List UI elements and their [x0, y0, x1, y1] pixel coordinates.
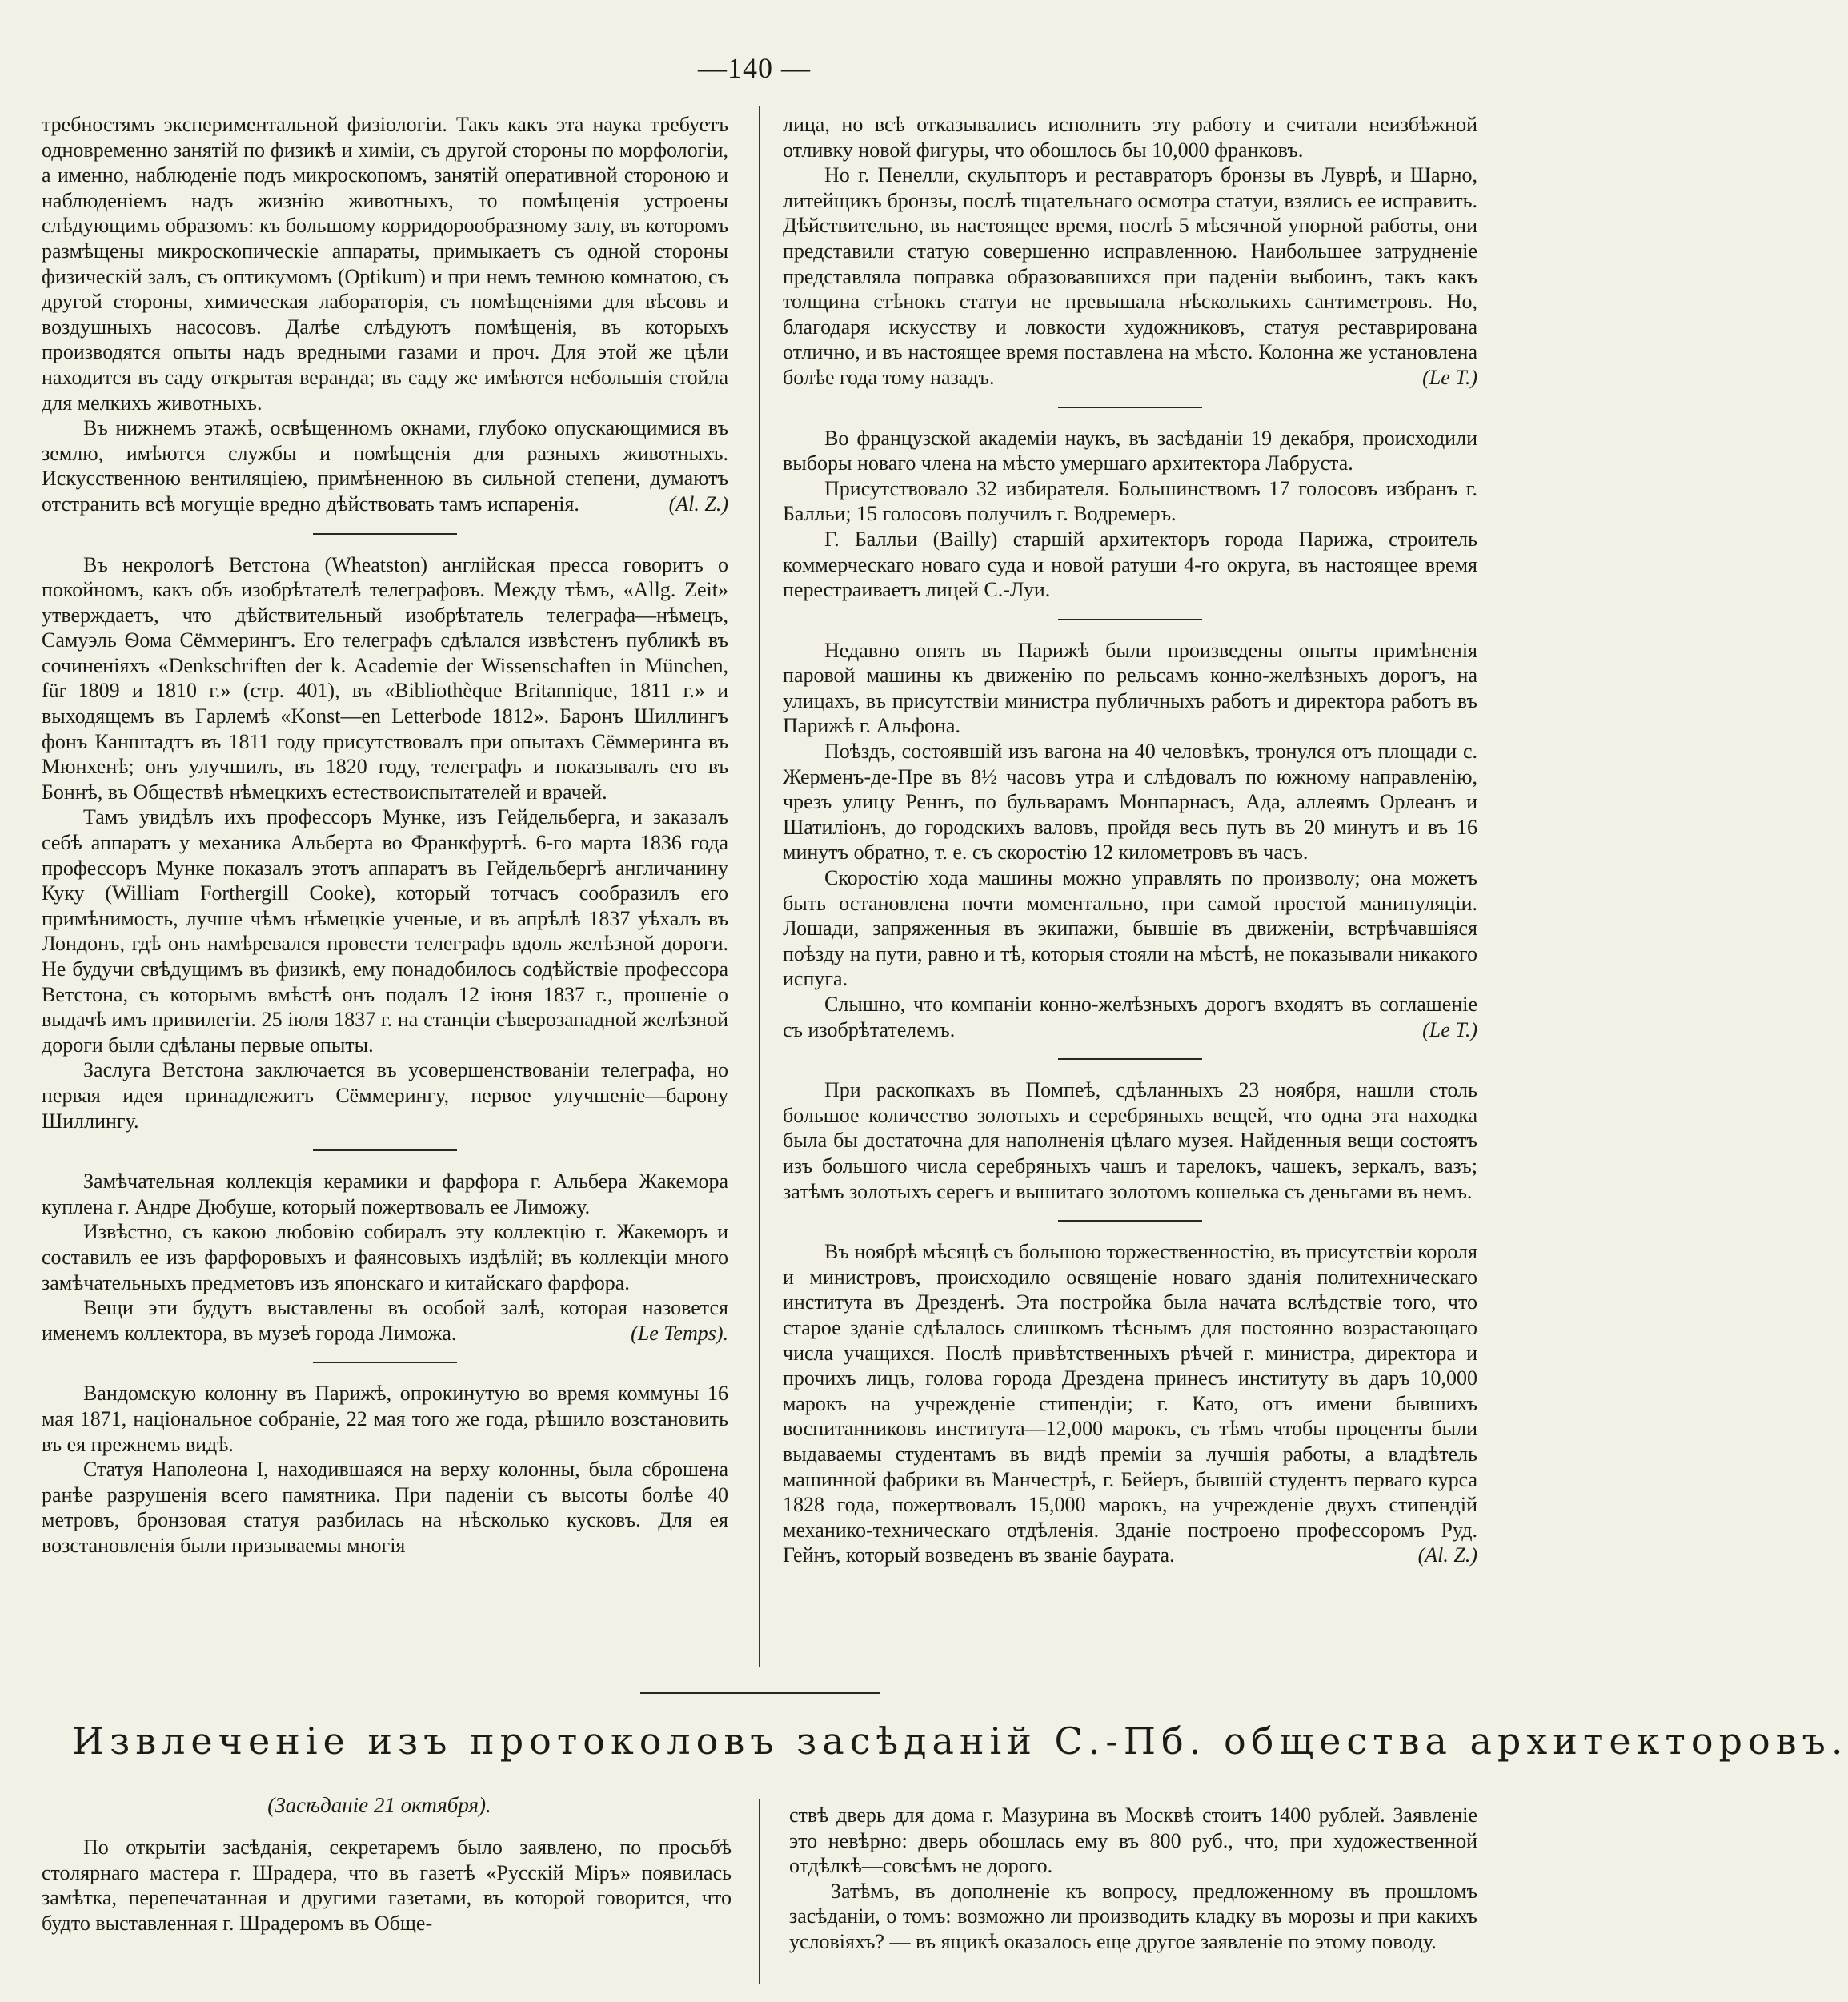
paragraph: [42, 1457, 728, 1558]
paragraph-text: Слышно, что компаніи конно-желѣзныхъ дорогъ входятъ въ соглашеніе съ изобрѣтателемъ.: [783, 993, 1477, 1041]
paragraph: [789, 1803, 1477, 1879]
paragraph-text: ствѣ дверь для дома г. Мазурина въ Москвѣ стоитъ 1400 рублей. Заявленіе это невѣрно: дверь обошлась ему въ 800 руб., что, при художественной отдѣлкѣ—совсѣмъ не дорого.: [789, 1803, 1477, 1878]
paragraph-text: Тамъ увидѣлъ ихъ профессоръ Мунке, изъ Гейдельберга, и заказалъ себѣ аппаратъ у механика Альберта во Франкфуртѣ. 6-го марта 1836 года профессоръ Мунке показалъ этотъ аппаратъ въ Гейдельбергѣ англичанину Куку (William Forthergill Cooke), который тотчасъ сообразилъ его примѣнимость, лучше чѣмъ нѣмецкіе ученые, и въ апрѣлѣ 1837 уѣхалъ въ Лондонъ, гдѣ онъ намѣревался провести телеграфъ вдоль желѣзной дороги. Не будучи свѣдущимъ въ физикѣ, ему понадобилось содѣйствіе профессора Ветстона, съ которымъ вмѣстѣ онъ подалъ 12 іюня 1837 г., прошеніе о выдачѣ имъ привилегіи. 25 іюля 1837 г. на станціи сѣверозападной желѣзной дороги были сдѣланы первые опыты.: [42, 805, 728, 1057]
paragraph: [783, 1077, 1477, 1204]
article-separator: [1058, 1220, 1202, 1222]
article-separator: [1058, 1058, 1202, 1060]
paragraph: [42, 552, 728, 805]
paragraph-text: Извѣстно, съ какою любовію собиралъ эту коллекцію г. Жакеморъ и составилъ ее изъ фарфоровыхъ и фаянсовыхъ издѣлій; въ коллекціи много замѣчательныхъ предметовъ изъ японскаго и китайскаго фарфора.: [42, 1220, 728, 1294]
paragraph: [783, 476, 1477, 527]
paragraph: [42, 415, 728, 516]
page-number: —140 —: [698, 52, 811, 84]
paragraph-text: Но г. Пенелли, скульпторъ и реставраторъ бронзы въ Луврѣ, и Шарно, литейщикъ бронзы, послѣ тщательнаго осмотра статуи, взялись ее исправить. Дѣйствительно, въ настоящее время, послѣ 5 мѣсячной упорной работы, они представили статую совершенно исправленною. Наибольшее затрудненіе представляла поправка образовавшихся при паденіи выбоинъ, такъ какъ толщина стѣнокъ статуи не превышала нѣсколькихъ сантиметровъ. Но, благодаря искусству и ловкости художниковъ, статуя реставрирована отлично, и въ настоящее время поставлена на мѣсто. Колонна же установлена болѣе года тому назадъ.: [783, 163, 1477, 389]
paragraph: [783, 865, 1477, 992]
paragraph-text: Вандомскую колонну въ Парижѣ, опрокинутую во время коммуны 16 мая 1871, національное собраніе, 22 мая того же года, рѣшило возстановить въ ея прежнемъ видѣ.: [42, 1382, 728, 1456]
paragraph: [42, 112, 728, 415]
paragraph: [783, 162, 1477, 390]
section-subtitle: (Засѣданіе 21 октября).: [267, 1793, 491, 1817]
article-separator: [1058, 407, 1202, 408]
source-signature: (Al. Z.): [668, 491, 728, 516]
paragraph-text: Затѣмъ, въ дополненіе къ вопросу, предложенному въ прошломъ засѣданіи, о томъ: возможно ли производить кладку въ морозы и при какихъ условіяхъ? — въ ящикѣ оказалось еще другое заявленіе по этому поводу.: [789, 1879, 1477, 1953]
column-left-top: [42, 112, 728, 1558]
paragraph: [42, 804, 728, 1057]
paragraph-text: Во французской академіи наукъ, въ засѣданіи 19 декабря, происходили выборы новаго члена на мѣсто умершаго архитектора Лабруста.: [783, 426, 1477, 475]
paragraph-text: Статуя Наполеона I, находившаяся на верху колонны, была сброшена ранѣе разрушенія всего памятника. При паденіи съ высоты болѣе 40 метровъ, бронзовая статуя разбилась на нѣсколько кусковъ. Для ея возстановленія были призываемы многія: [42, 1458, 728, 1557]
article-separator: [313, 1149, 457, 1151]
paragraph-text: лица, но всѣ отказывались исполнить эту работу и считали неизбѣжной отливку новой фигуры, что обошлось бы 10,000 франковъ.: [783, 113, 1477, 162]
paragraph: [789, 1879, 1477, 1955]
paragraph: [783, 638, 1477, 739]
column-right-top: [783, 112, 1477, 1568]
source-signature: (Al. Z.): [1417, 1543, 1477, 1567]
paragraph-text: Недавно опять въ Парижѣ были произведены опыты примѣненія паровой машины къ движенію по рельсамъ конно-желѣзныхъ дорогъ, на улицахъ, въ присутствіи министра публичныхъ работъ и директора работъ въ Парижѣ г. Альфона.: [783, 638, 1477, 738]
paragraph: [783, 992, 1477, 1042]
paragraph-text: Присутствовало 32 избирателя. Большинствомъ 17 голосовъ избранъ г. Балльи; 15 голосовъ получилъ г. Водремеръ.: [783, 476, 1477, 526]
source-signature: (Le T.): [1422, 365, 1477, 389]
paragraph-text: Въ нижнемъ этажѣ, освѣщенномъ окнами, глубоко опускающимися въ землю, имѣются службы и помѣщенія для разныхъ животныхъ. Искусственною вентиляціею, примѣненною въ сильной степени, думаютъ отстранить всѣ могущіе вредно дѣйствовать тамъ испаренія.: [42, 416, 728, 516]
source-signature: (Le T.): [1422, 1017, 1477, 1041]
paragraph-text: Въ ноябрѣ мѣсяцѣ съ большою торжественностію, въ присутствіи короля и министровъ, происходило освященіе новаго зданія политехническаго института въ Дрезденѣ. Эта постройка была начата вслѣдствіе того, что старое зданіе сдѣлалось слишкомъ тѣснымъ для постоянно возрастающаго числа учащихся. Послѣ привѣтственныхъ рѣчей г. министра, директора и прочихъ лицъ, голова города Дрездена принесъ институту въ даръ 10,000 марокъ на учрежденіе стипендіи; г. Като, отъ имени бывшихъ воспитанниковъ института—12,000 марокъ, съ тѣмъ чтобы проценты были выдаваемы студентамъ въ видѣ преміи за лучшія работы, а владѣтель машинной фабрики въ Манчестрѣ, г. Бейеръ, бывшій студентъ перваго курса 1828 года, пожертвовалъ 15,000 марокъ, на учрежденіе двухъ стипендій механико-техническаго отдѣленія. Зданіе построено профессоромъ Руд. Гейнъ, который возведенъ въ званіе баурата.: [783, 1240, 1477, 1567]
paragraph: [42, 1219, 728, 1295]
paragraph-text: Вещи эти будутъ выставлены въ особой залѣ, которая назовется именемъ коллектора, въ музеѣ города Лиможа.: [42, 1296, 728, 1345]
source-signature: (Le Temps).: [631, 1321, 728, 1345]
paragraph: [783, 739, 1477, 865]
article-separator: [313, 1362, 457, 1363]
column-divider: [759, 106, 760, 1667]
paragraph: [42, 1381, 728, 1457]
paragraph-text: Г. Балльи (Bailly) старшій архитекторъ города Парижа, строитель коммерческаго новаго суда и новой ратуши 4-го округа, въ настоящее время перестраиваетъ лицей С.-Луи.: [783, 527, 1477, 602]
paragraph-text: Замѣчательная коллекція керамики и фарфора г. Альбера Жакемора куплена г. Андре Дюбуше, который пожертвовалъ ее Лиможу.: [42, 1170, 728, 1218]
paragraph: [42, 1295, 728, 1346]
paragraph-text: Заслуга Ветстона заключается въ усовершенствованіи телеграфа, но первая идея принадлежитъ Сёммерингу, первое улучшеніе—барону Шиллингу.: [42, 1058, 728, 1133]
paragraph: [42, 1169, 728, 1219]
paragraph-text: Въ некрологѣ Ветстона (Wheatston) англійская пресса говоритъ о покойномъ, какъ объ изобрѣтателѣ телеграфовъ. Между тѣмъ, «Allg. Zeit» утверждаетъ, что дѣйствительный изобрѣтатель телеграфа—нѣмецъ, Самуэль Ѳома Сёммерингъ. Его телеграфъ сдѣлался извѣстенъ публикѣ въ сочиненіяхъ «Denkschriften der k. Academie der Wissenschaften in München, für 1809 и 1810 г.» (стр. 401), въ «Bibliothèque Britannique, 1811 г.» и выходящемъ въ Гарлемѣ «Konst—en Letterbode 1812». Баронъ Шиллингъ фонъ Канштадтъ въ 1811 году присутствовалъ при опытахъ Сёммеринга въ Мюнхенѣ; онъ улучшилъ, въ 1820 году, телеграфъ и показывалъ его въ Боннѣ, въ Обществѣ нѣмецкихъ естествоиспытателей и врачей.: [42, 552, 728, 804]
paragraph: [783, 112, 1477, 162]
paragraph: [42, 1835, 732, 1936]
paragraph: [783, 527, 1477, 603]
column-divider-bottom: [759, 1799, 760, 1984]
paragraph: [783, 1239, 1477, 1568]
section-separator: [640, 1692, 880, 1694]
column-right-bottom: [789, 1803, 1477, 1955]
paragraph-text: Поѣздъ, состоявшій изъ вагона на 40 человѣкъ, тронулся отъ площади с. Жерменъ-де-Пре въ 8½ часовъ утра и слѣдовалъ по южному направленію, чрезъ улицу Реннъ, по бульварамъ Монпарнасъ, Ада, аллеямъ Орлеанъ и Шатиліонъ, до городскихъ валовъ, пройдя весь путь въ 20 минутъ и въ 16 минутъ обратно, т. е. съ скоростію 12 километровъ въ часъ.: [783, 740, 1477, 865]
paragraph: [783, 426, 1477, 476]
paragraph: [42, 1057, 728, 1133]
paragraph-text: требностямъ экспериментальной физіологіи. Такъ какъ эта наука требуетъ одновременно занятій по физикѣ и химіи, съ другой стороны по морфологіи, а именно, наблюденіе подъ микроскопомъ, занятій оперативной стороною и наблюденіемъ надъ жизнію животныхъ, то помѣщенія устроены слѣдующимъ образомъ: къ большому корридорообразному залу, въ которомъ размѣщены микроскопическіе аппараты, примыкаетъ съ одной стороны физическій залъ, съ оптикумомъ (Optikum) и при немъ темною комнатою, съ другой стороны, химическая лабораторія, съ помѣщеніями для вѣсовъ и воздушныхъ насосовъ. Далѣе слѣдуютъ помѣщенія, въ которыхъ производятся опыты надъ вредными газами и проч. Для этой же цѣли находится въ саду открытая веранда; въ саду же имѣются небольшія стойла для мелкихъ животныхъ.: [42, 113, 728, 415]
paragraph-text: По открытіи засѣданія, секретаремъ было заявлено, по просьбѣ столярнаго мастера г. Шрадера, что въ газетѣ «Русскій Міръ» появилась замѣтка, перепечатанная и другими газетами, въ которой говорится, что будто выставленная г. Шрадеромъ въ Обще-: [42, 1836, 732, 1935]
section-title: Извлеченіе изъ протоколовъ засѣданій С.-Пб. общества архитекторовъ.: [72, 1719, 1848, 1763]
article-separator: [313, 533, 457, 535]
paragraph-text: Скоростію хода машины можно управлять по произволу; она можетъ быть остановлена почти моментально, при самой простой манипуляціи. Лошади, запряженныя въ экипажи, бывшіе въ движеніи, встрѣчавшіяся поѣзду на пути, равно и тѣ, которыя стояли на мѣстѣ, не показывали никакого испуга.: [783, 866, 1477, 991]
column-left-bottom: [42, 1835, 732, 1936]
paragraph-text: При раскопкахъ въ Помпеѣ, сдѣланныхъ 23 ноября, нашли столь большое количество золотыхъ и серебряныхъ вещей, что одна эта находка была бы достаточна для наполненія цѣлаго музея. Найденныя вещи состоятъ изъ большого числа серебряныхъ чашъ и тарелокъ, чашекъ, зеркалъ, вазъ; затѣмъ золотыхъ серегъ и вышитаго золотомъ кошелька съ деньгами въ немъ.: [783, 1078, 1477, 1203]
article-separator: [1058, 619, 1202, 620]
